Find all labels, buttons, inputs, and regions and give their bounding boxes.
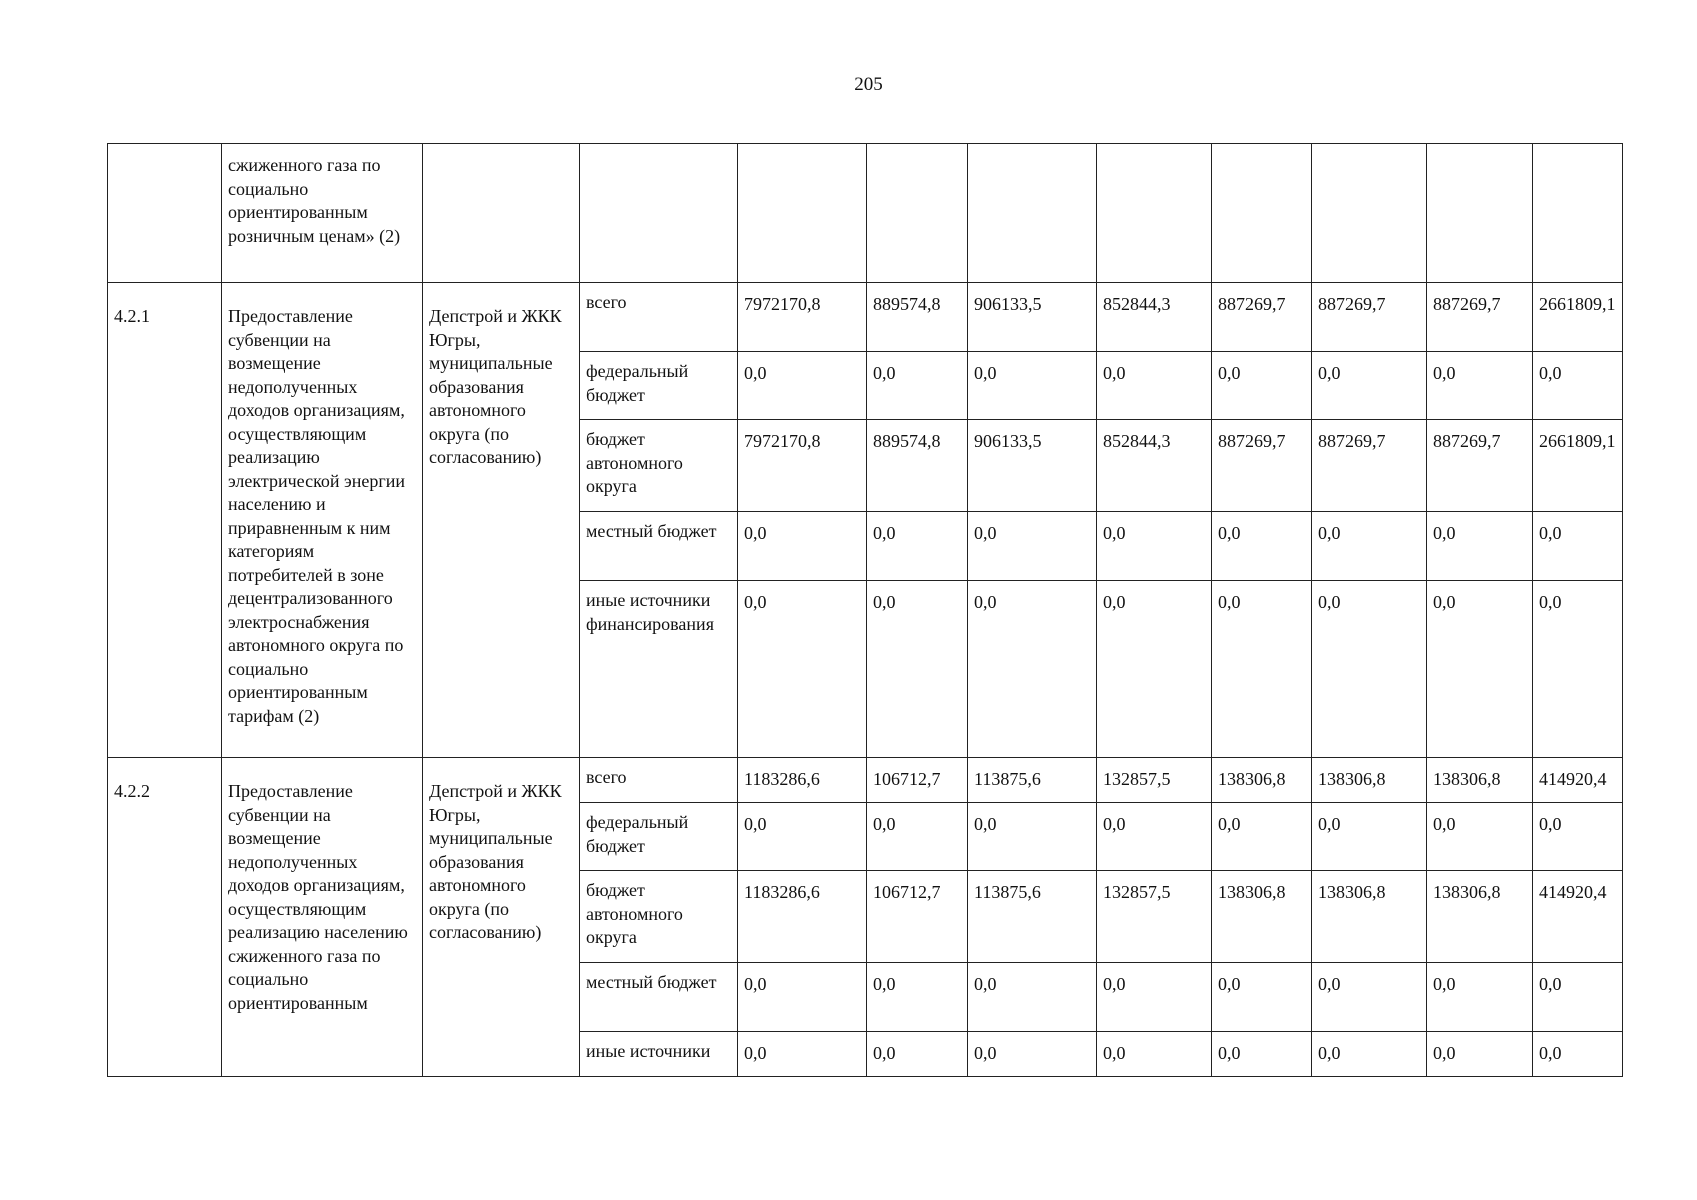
value-cell: 0,0 [1533, 352, 1623, 420]
value-cell: 0,0 [1097, 803, 1212, 871]
value-cell: 0,0 [1212, 581, 1312, 758]
value-cell: 887269,7 [1427, 420, 1533, 512]
value-cell: 0,0 [1212, 352, 1312, 420]
value-cell: 0,0 [1312, 963, 1427, 1032]
code-cell [108, 144, 222, 283]
value-cell: 0,0 [1212, 1032, 1312, 1077]
value-cell: 0,0 [1097, 581, 1212, 758]
value-cell: 0,0 [867, 803, 968, 871]
value-cell: 0,0 [1533, 963, 1623, 1032]
funding-source-cell: бюджет автономного округа [580, 420, 738, 512]
value-cell: 906133,5 [968, 283, 1097, 352]
measure-name-cell: Предоставление субвенции на возмещение недополученных доходов организациям, осуществляющим реализацию населению сжиженного газа по социально ориентированным [222, 758, 423, 1077]
value-cell: 0,0 [1427, 512, 1533, 581]
value-cell: 0,0 [867, 512, 968, 581]
value-cell: 0,0 [738, 512, 867, 581]
value-cell: 0,0 [1312, 352, 1427, 420]
measure-code-cell: 4.2.2 [108, 758, 222, 1077]
value-cell: 852844,3 [1097, 420, 1212, 512]
value-cell [968, 144, 1097, 283]
value-cell: 0,0 [867, 963, 968, 1032]
value-cell: 7972170,8 [738, 420, 867, 512]
value-cell: 0,0 [867, 1032, 968, 1077]
value-cell: 0,0 [968, 512, 1097, 581]
funding-source-cell: иные источники финансирования [580, 581, 738, 758]
value-cell: 887269,7 [1427, 283, 1533, 352]
funding-source-cell: федеральный бюджет [580, 803, 738, 871]
value-cell: 138306,8 [1312, 758, 1427, 803]
value-cell: 887269,7 [1212, 283, 1312, 352]
value-cell: 0,0 [1097, 963, 1212, 1032]
value-cell: 138306,8 [1212, 871, 1312, 963]
value-cell: 2661809,1 [1533, 283, 1623, 352]
value-cell: 0,0 [1097, 1032, 1212, 1077]
value-cell [867, 144, 968, 283]
value-cell: 0,0 [1427, 963, 1533, 1032]
funding-source-cell: местный бюджет [580, 963, 738, 1032]
value-cell: 106712,7 [867, 758, 968, 803]
value-cell: 0,0 [968, 1032, 1097, 1077]
value-cell: 889574,8 [867, 283, 968, 352]
value-cell: 113875,6 [968, 871, 1097, 963]
value-cell: 0,0 [738, 803, 867, 871]
value-cell [1212, 144, 1312, 283]
value-cell: 1183286,6 [738, 758, 867, 803]
funding-source-cell: местный бюджет [580, 512, 738, 581]
value-cell: 0,0 [1312, 512, 1427, 581]
source-row [108, 758, 1623, 803]
funding-source-cell: всего [580, 758, 738, 803]
value-cell: 0,0 [968, 352, 1097, 420]
value-cell: 0,0 [738, 1032, 867, 1077]
value-cell: 414920,4 [1533, 758, 1623, 803]
value-cell: 887269,7 [1312, 283, 1427, 352]
value-cell: 0,0 [1212, 803, 1312, 871]
measure-name-cell: сжиженного газа по социально ориентированным розничным ценам» (2) [222, 144, 423, 283]
value-cell: 7972170,8 [738, 283, 867, 352]
carryover-row [108, 144, 1623, 283]
funding-source-cell: всего [580, 283, 738, 352]
value-cell: 0,0 [1427, 581, 1533, 758]
value-cell: 0,0 [1533, 803, 1623, 871]
value-cell: 0,0 [738, 352, 867, 420]
responsible-cell: Депстрой и ЖКК Югры, муниципальные образования автономного округа (по согласованию) [423, 283, 580, 758]
value-cell: 0,0 [1427, 352, 1533, 420]
value-cell: 138306,8 [1212, 758, 1312, 803]
value-cell: 0,0 [867, 352, 968, 420]
value-cell: 852844,3 [1097, 283, 1212, 352]
value-cell: 0,0 [1427, 803, 1533, 871]
value-cell: 0,0 [1212, 512, 1312, 581]
value-cell: 0,0 [738, 963, 867, 1032]
value-cell: 132857,5 [1097, 758, 1212, 803]
value-cell: 138306,8 [1427, 758, 1533, 803]
value-cell: 0,0 [1312, 581, 1427, 758]
budget-table [107, 143, 1623, 1077]
value-cell: 113875,6 [968, 758, 1097, 803]
funding-source-cell: бюджет автономного округа [580, 871, 738, 963]
value-cell: 138306,8 [1427, 871, 1533, 963]
value-cell: 0,0 [1312, 803, 1427, 871]
measure-name-cell: Предоставление субвенции на возмещение недополученных доходов организациям, осуществляющим реализацию электрической энергии населению и приравненным к ним категориям потребителей в зоне децентрализованного электроснабжения автономного округа по социально ориентированным тарифам (2) [222, 283, 423, 758]
value-cell: 887269,7 [1312, 420, 1427, 512]
value-cell: 0,0 [968, 581, 1097, 758]
responsible-cell [423, 144, 580, 283]
table-body [108, 144, 1623, 1077]
value-cell [1312, 144, 1427, 283]
value-cell: 0,0 [968, 963, 1097, 1032]
value-cell [738, 144, 867, 283]
value-cell: 0,0 [1533, 581, 1623, 758]
value-cell: 0,0 [1212, 963, 1312, 1032]
value-cell: 1183286,6 [738, 871, 867, 963]
value-cell: 132857,5 [1097, 871, 1212, 963]
value-cell: 0,0 [1097, 352, 1212, 420]
value-cell: 0,0 [1312, 1032, 1427, 1077]
value-cell: 0,0 [738, 581, 867, 758]
value-cell [1533, 144, 1623, 283]
value-cell: 414920,4 [1533, 871, 1623, 963]
value-cell [1097, 144, 1212, 283]
responsible-cell: Депстрой и ЖКК Югры, муниципальные образования автономного округа (по согласованию) [423, 758, 580, 1077]
funding-source-cell: иные источники [580, 1032, 738, 1077]
value-cell: 0,0 [867, 581, 968, 758]
value-cell: 0,0 [1533, 1032, 1623, 1077]
value-cell: 138306,8 [1312, 871, 1427, 963]
source-cell [580, 144, 738, 283]
value-cell: 0,0 [1427, 1032, 1533, 1077]
value-cell: 106712,7 [867, 871, 968, 963]
measure-code-cell: 4.2.1 [108, 283, 222, 758]
page-number: 205 [854, 74, 883, 95]
value-cell: 2661809,1 [1533, 420, 1623, 512]
value-cell: 0,0 [968, 803, 1097, 871]
value-cell: 906133,5 [968, 420, 1097, 512]
funding-source-cell: федеральный бюджет [580, 352, 738, 420]
value-cell: 889574,8 [867, 420, 968, 512]
value-cell: 887269,7 [1212, 420, 1312, 512]
source-row [108, 283, 1623, 352]
value-cell [1427, 144, 1533, 283]
value-cell: 0,0 [1533, 512, 1623, 581]
value-cell: 0,0 [1097, 512, 1212, 581]
